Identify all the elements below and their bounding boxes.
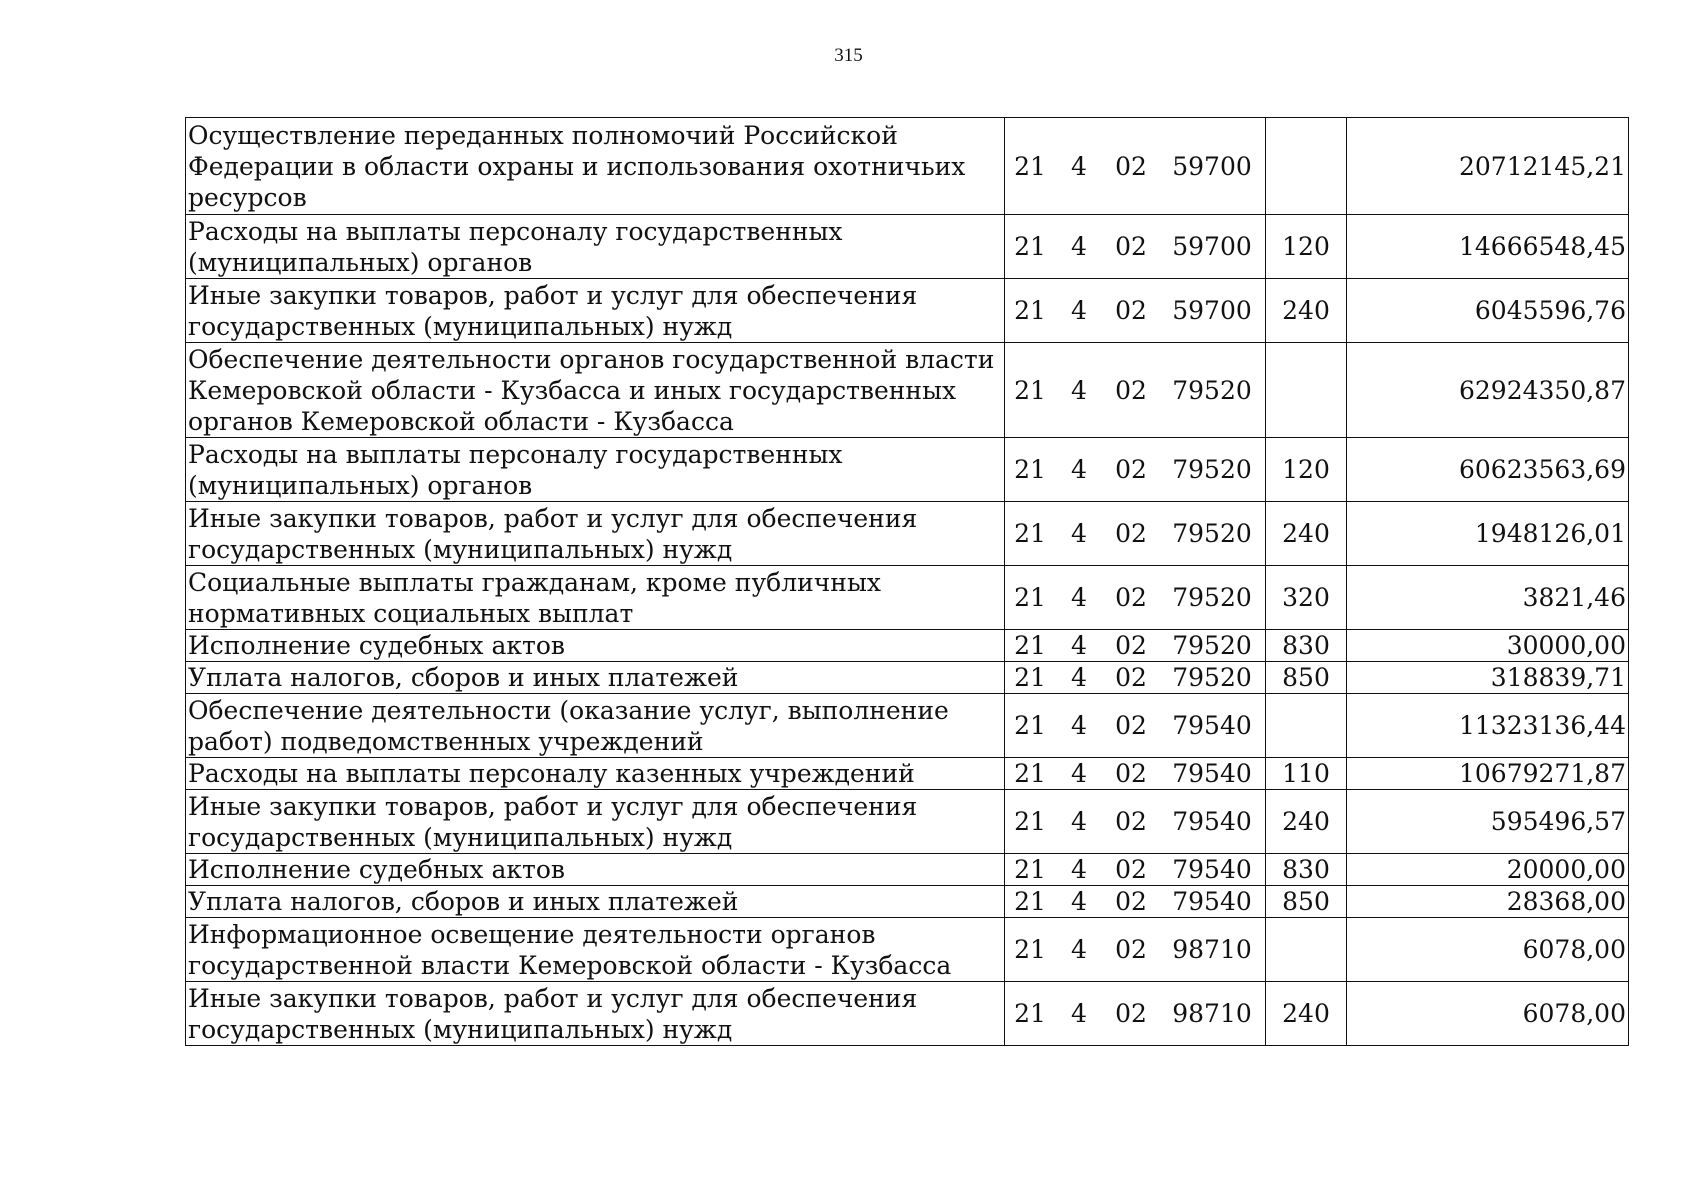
expense-type: 240 [1266,502,1347,566]
row-codes [1005,918,1266,982]
amount: 11323136,44 [1347,694,1629,758]
row-description: Иные закупки товаров, работ и услуг для обеспечения государственных (муниципальных) нужд [186,790,1005,854]
table-row [186,758,1629,790]
code-subprogram: 4 [1071,151,1087,181]
amount: 318839,71 [1347,662,1629,694]
expense-type [1266,343,1347,438]
expense-type [1266,118,1347,215]
row-description: Исполнение судебных актов [186,630,1005,662]
row-description: Расходы на выплаты персоналу государственных (муниципальных) органов [186,438,1005,502]
expense-type: 850 [1266,886,1347,918]
row-description: Иные закупки товаров, работ и услуг для обеспечения государственных (муниципальных) нужд [186,982,1005,1046]
row-codes [1005,982,1266,1046]
code-event: 02 [1115,151,1147,181]
code-event: 02 [1115,232,1147,261]
table-row [186,279,1629,343]
code-event: 02 [1115,711,1147,740]
expense-type: 110 [1266,758,1347,790]
code-event: 02 [1115,455,1147,484]
expense-type [1266,694,1347,758]
code-subprogram: 4 [1071,887,1087,916]
code-subprogram: 4 [1071,711,1087,740]
code-direction: 98710 [1172,999,1252,1028]
code-program: 21 [1014,935,1046,964]
row-description: Расходы на выплаты персоналу государственных (муниципальных) органов [186,215,1005,279]
code-event: 02 [1115,855,1147,884]
row-codes [1005,694,1266,758]
code-program: 21 [1014,759,1046,788]
code-subprogram: 4 [1071,455,1087,484]
amount: 62924350,87 [1347,343,1629,438]
amount: 30000,00 [1347,630,1629,662]
row-description: Иные закупки товаров, работ и услуг для обеспечения государственных (муниципальных) нужд [186,279,1005,343]
code-direction: 79520 [1172,455,1252,484]
code-event: 02 [1115,375,1147,405]
amount: 20000,00 [1347,854,1629,886]
code-program: 21 [1014,151,1046,181]
code-subprogram: 4 [1071,999,1087,1028]
code-program: 21 [1014,711,1046,740]
code-program: 21 [1014,232,1046,261]
expense-type: 240 [1266,982,1347,1046]
table-row [186,118,1629,215]
code-direction: 98710 [1172,935,1252,964]
code-direction: 79520 [1172,519,1252,548]
row-description: Социальные выплаты гражданам, кроме публичных нормативных социальных выплат [186,566,1005,630]
row-codes [1005,790,1266,854]
code-direction: 79540 [1172,711,1252,740]
table-row [186,886,1629,918]
code-event: 02 [1115,519,1147,548]
table-row [186,694,1629,758]
code-program: 21 [1014,855,1046,884]
row-codes [1005,662,1266,694]
page-number: 315 [834,45,863,66]
budget-table [185,117,1629,1046]
table-row [186,790,1629,854]
amount: 3821,46 [1347,566,1629,630]
expense-type: 850 [1266,662,1347,694]
row-codes [1005,502,1266,566]
row-description: Иные закупки товаров, работ и услуг для обеспечения государственных (муниципальных) нужд [186,502,1005,566]
row-codes [1005,758,1266,790]
code-direction: 79520 [1172,631,1252,660]
row-codes [1005,438,1266,502]
code-event: 02 [1115,887,1147,916]
row-codes [1005,630,1266,662]
code-subprogram: 4 [1071,935,1087,964]
code-program: 21 [1014,583,1046,612]
code-program: 21 [1014,455,1046,484]
code-subprogram: 4 [1071,519,1087,548]
code-subprogram: 4 [1071,759,1087,788]
row-codes [1005,118,1266,215]
row-codes [1005,566,1266,630]
code-program: 21 [1014,375,1046,405]
row-codes [1005,886,1266,918]
code-direction: 59700 [1172,232,1252,261]
amount: 60623563,69 [1347,438,1629,502]
code-event: 02 [1115,807,1147,836]
amount: 20712145,21 [1347,118,1629,215]
code-direction: 79540 [1172,887,1252,916]
code-subprogram: 4 [1071,631,1087,660]
row-description: Уплата налогов, сборов и иных платежей [186,886,1005,918]
amount: 1948126,01 [1347,502,1629,566]
code-event: 02 [1115,759,1147,788]
code-event: 02 [1115,583,1147,612]
code-event: 02 [1115,296,1147,325]
code-direction: 79520 [1172,375,1252,405]
expense-type: 120 [1266,438,1347,502]
row-codes [1005,854,1266,886]
table-row [186,566,1629,630]
amount: 6078,00 [1347,982,1629,1046]
amount: 14666548,45 [1347,215,1629,279]
expense-type: 830 [1266,630,1347,662]
code-subprogram: 4 [1071,296,1087,325]
expense-type: 240 [1266,790,1347,854]
code-program: 21 [1014,999,1046,1028]
table-row [186,918,1629,982]
code-program: 21 [1014,296,1046,325]
table-row [186,982,1629,1046]
expense-type: 120 [1266,215,1347,279]
code-direction: 59700 [1172,296,1252,325]
expense-type: 320 [1266,566,1347,630]
expense-type: 240 [1266,279,1347,343]
code-subprogram: 4 [1071,855,1087,884]
code-direction: 79540 [1172,759,1252,788]
code-subprogram: 4 [1071,807,1087,836]
row-description: Обеспечение деятельности (оказание услуг, выполнение работ) подведомственных учреждений [186,694,1005,758]
code-direction: 59700 [1172,151,1252,181]
amount: 595496,57 [1347,790,1629,854]
table-row [186,854,1629,886]
table-row [186,438,1629,502]
expense-type: 830 [1266,854,1347,886]
table-row [186,502,1629,566]
code-event: 02 [1115,663,1147,692]
row-codes [1005,215,1266,279]
row-codes [1005,279,1266,343]
amount: 6045596,76 [1347,279,1629,343]
code-subprogram: 4 [1071,375,1087,405]
code-event: 02 [1115,631,1147,660]
table-row [186,630,1629,662]
amount: 6078,00 [1347,918,1629,982]
code-subprogram: 4 [1071,583,1087,612]
amount: 10679271,87 [1347,758,1629,790]
table-row [186,662,1629,694]
row-description: Исполнение судебных актов [186,854,1005,886]
expense-type [1266,918,1347,982]
row-description: Информационное освещение деятельности органов государственной власти Кемеровской области - Кузбасса [186,918,1005,982]
code-event: 02 [1115,935,1147,964]
code-program: 21 [1014,519,1046,548]
row-description: Уплата налогов, сборов и иных платежей [186,662,1005,694]
row-description: Обеспечение деятельности органов государственной власти Кемеровской области - Кузбасса и иных государственных органов Кемеровской области - Кузбасса [186,343,1005,438]
row-description: Осуществление переданных полномочий Российской Федерации в области охраны и использования охотничьих ресурсов [186,118,1005,215]
row-description: Расходы на выплаты персоналу казенных учреждений [186,758,1005,790]
code-event: 02 [1115,999,1147,1028]
code-direction: 79540 [1172,807,1252,836]
code-program: 21 [1014,887,1046,916]
code-program: 21 [1014,631,1046,660]
code-direction: 79540 [1172,855,1252,884]
row-codes [1005,343,1266,438]
code-program: 21 [1014,663,1046,692]
table-row [186,343,1629,438]
amount: 28368,00 [1347,886,1629,918]
code-subprogram: 4 [1071,232,1087,261]
code-direction: 79520 [1172,583,1252,612]
code-program: 21 [1014,807,1046,836]
code-direction: 79520 [1172,663,1252,692]
table-row [186,215,1629,279]
code-subprogram: 4 [1071,663,1087,692]
